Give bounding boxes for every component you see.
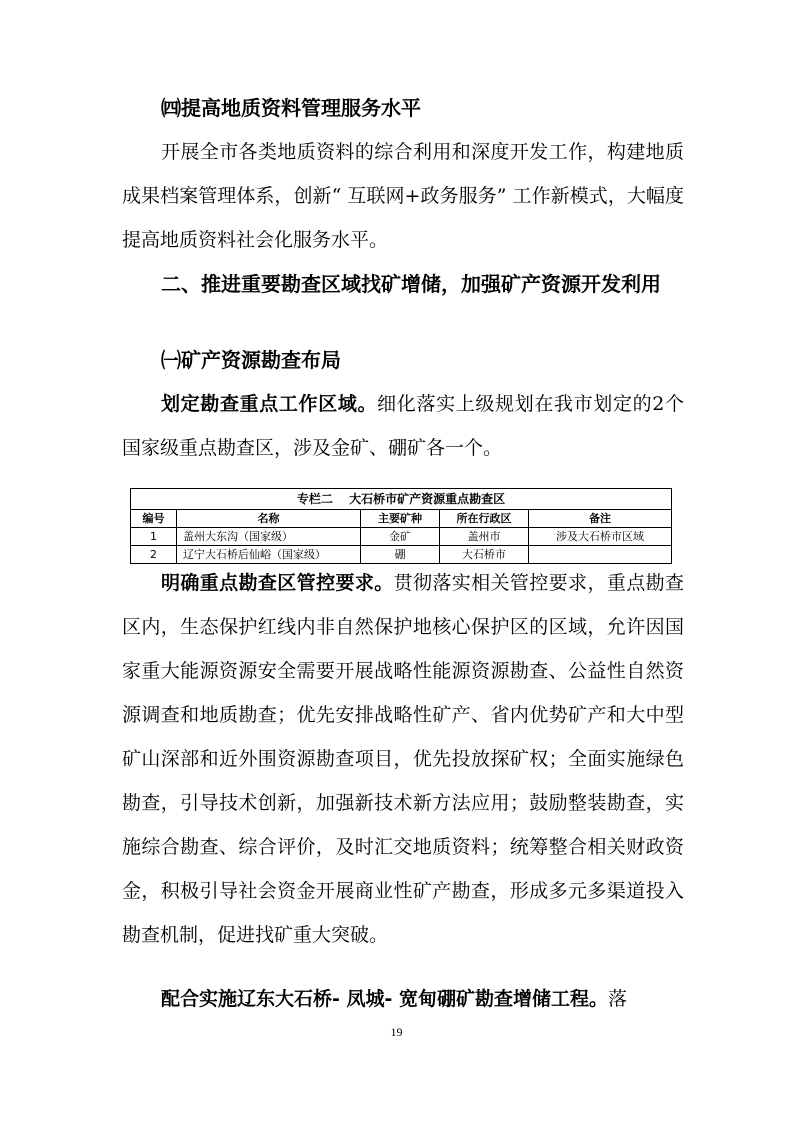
- part2: [122, 262, 684, 306]
- sub1-paragraph: [122, 382, 684, 470]
- cell-number: 2: [131, 546, 177, 564]
- col-header-remark: 备注: [529, 510, 672, 528]
- cell-name: 盖州大东沟（国家级）: [177, 528, 361, 546]
- table-row: [131, 528, 672, 546]
- table-caption: 专栏二 大石桥市矿产资源重点勘查区: [131, 489, 672, 510]
- cell-district: 大石桥市: [440, 546, 529, 564]
- cell-mineral: 硼: [361, 546, 440, 564]
- section4-heading: ㈣提高地质资料管理服务水平: [161, 96, 421, 120]
- section4: [122, 86, 684, 262]
- page-number: 19: [390, 1025, 403, 1039]
- col-header-name: 名称: [177, 510, 361, 528]
- cell-mineral: 金矿: [361, 528, 440, 546]
- cell-district: 盖州市: [440, 528, 529, 546]
- boron-paragraph-lead: 配合实施辽东大石桥- 凤城- 宽甸硼矿勘查增储工程。: [161, 988, 609, 1010]
- control-paragraph: [122, 561, 684, 957]
- cell-remark: 涉及大石桥市区域: [529, 528, 672, 546]
- col-header-mineral: 主要矿种: [361, 510, 440, 528]
- sub1-heading: ㈠矿产资源勘查布局: [161, 348, 341, 372]
- control-paragraph-lead: 明确重点勘查区管控要求。: [161, 572, 394, 594]
- cell-name: 辽宁大石桥后仙峪（国家级）: [177, 546, 361, 564]
- boron-project: [122, 977, 684, 1021]
- control-requirements: [122, 561, 684, 957]
- col-header-district: 所在行政区: [440, 510, 529, 528]
- cell-number: 1: [131, 528, 177, 546]
- boron-paragraph-text: 落: [608, 988, 628, 1010]
- control-paragraph-text: 贯彻落实相关管控要求，重点勘查区内，生态保护红线内非自然保护地核心保护区的区域，允许因国家重大能源资源安全需要开展战略性能源资源勘查、公益性自然资源调查和地质勘查；优先安排战略性矿产、省内优势矿产和大中型矿山深部和近外围资源勘查项目，优先投放探矿权；全面实施绿色勘查，引导技术创新，加强新技术新方法应用；鼓励整装勘查，实施综合勘查、综合评价，及时汇交地质资料；统筹整合相关财政资金，积极引导社会资金开展商业性矿产勘查，形成多元多渠道投入勘查机制，促进找矿重大突破。: [122, 572, 684, 946]
- sub1: [122, 338, 684, 470]
- boron-paragraph: [122, 977, 684, 1021]
- table-header-row: [131, 510, 672, 528]
- col-header-number: 编号: [131, 510, 177, 528]
- sub1-paragraph-lead: 划定勘查重点工作区域。: [161, 393, 378, 415]
- exploration-area-table: [130, 488, 672, 564]
- sub1-paragraph-text: 细化落实上级规划在我市划定的2个国家级重点勘查区，涉及金矿、硼矿各一个。: [122, 393, 684, 459]
- section4-body: 开展全市各类地质资料的综合利用和深度开发工作，构建地质成果档案管理体系，创新“ 互联网+政务服务” 工作新模式，大幅度提高地质资料社会化服务水平。: [122, 141, 684, 251]
- part2-heading: 二、推进重要勘查区域找矿增储，加强矿产资源开发利用: [161, 272, 661, 296]
